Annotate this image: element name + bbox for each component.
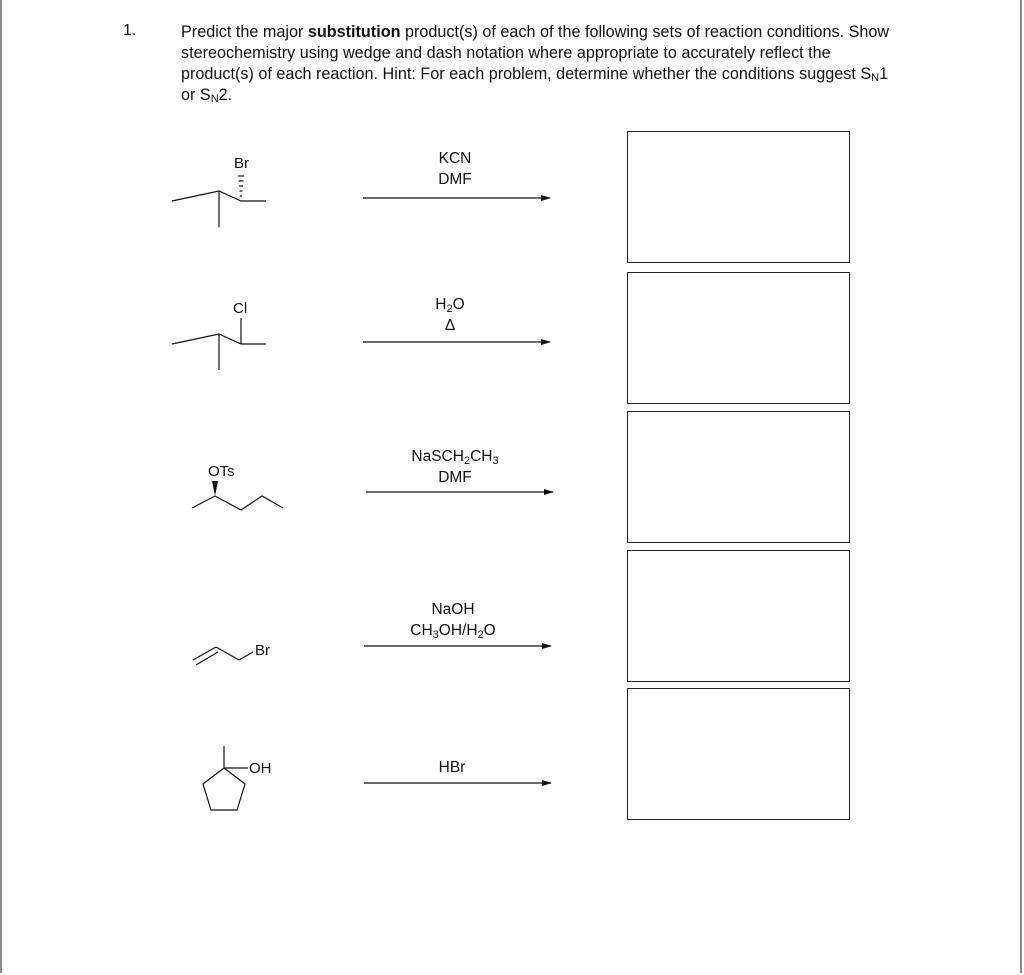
substrate-4-label: Br <box>255 642 270 659</box>
prompt-sn2: 2. <box>218 86 233 104</box>
prompt-sn1: 1 or S <box>181 65 889 104</box>
reagent-1-line1: KCN <box>438 150 472 167</box>
sn-subscript-2: N <box>210 93 219 105</box>
wedge-bond-3 <box>212 481 218 496</box>
substrate-5-label: OH <box>249 760 272 777</box>
substrate-5 <box>203 746 248 810</box>
reagent-1-line2: DMF <box>438 171 472 188</box>
substrate-2-label: Cl <box>233 300 248 317</box>
reagent-3-line2: DMF <box>438 469 472 486</box>
substrate-4 <box>193 647 253 665</box>
question-number: 1. <box>123 22 137 39</box>
substrate-2 <box>172 318 266 370</box>
substrate-1-label: Br <box>234 155 249 172</box>
sn-subscript: N <box>871 72 880 84</box>
prompt-text-1: Predict the major <box>181 23 308 41</box>
reagent-2-line1: $H_2O$ <box>435 296 465 315</box>
substrate-1 <box>172 176 266 227</box>
dash-bond-1 <box>238 176 244 196</box>
reagent-3-line1: $NaSCH_2CH_3$ <box>411 448 499 467</box>
reagent-2-line2: Δ <box>444 317 456 334</box>
reagent-5-line1: HBr <box>438 759 466 776</box>
prompt-bold-word: substitution <box>307 23 401 41</box>
reagent-4-line1: NaOH <box>431 601 475 618</box>
substrate-3-label: OTs <box>208 463 235 480</box>
substrate-3 <box>192 496 283 510</box>
prompt-text-2: product(s) of each of the following sets of reaction conditions. Show stereochemistry using wedge and dash notation where appropriate to accurately reflect the product(s) of each reaction. Hint: For each problem, determine whether the conditions suggest S <box>181 23 890 83</box>
reagent-4-line2: $CH_3OH/H_2O$ <box>410 622 496 641</box>
